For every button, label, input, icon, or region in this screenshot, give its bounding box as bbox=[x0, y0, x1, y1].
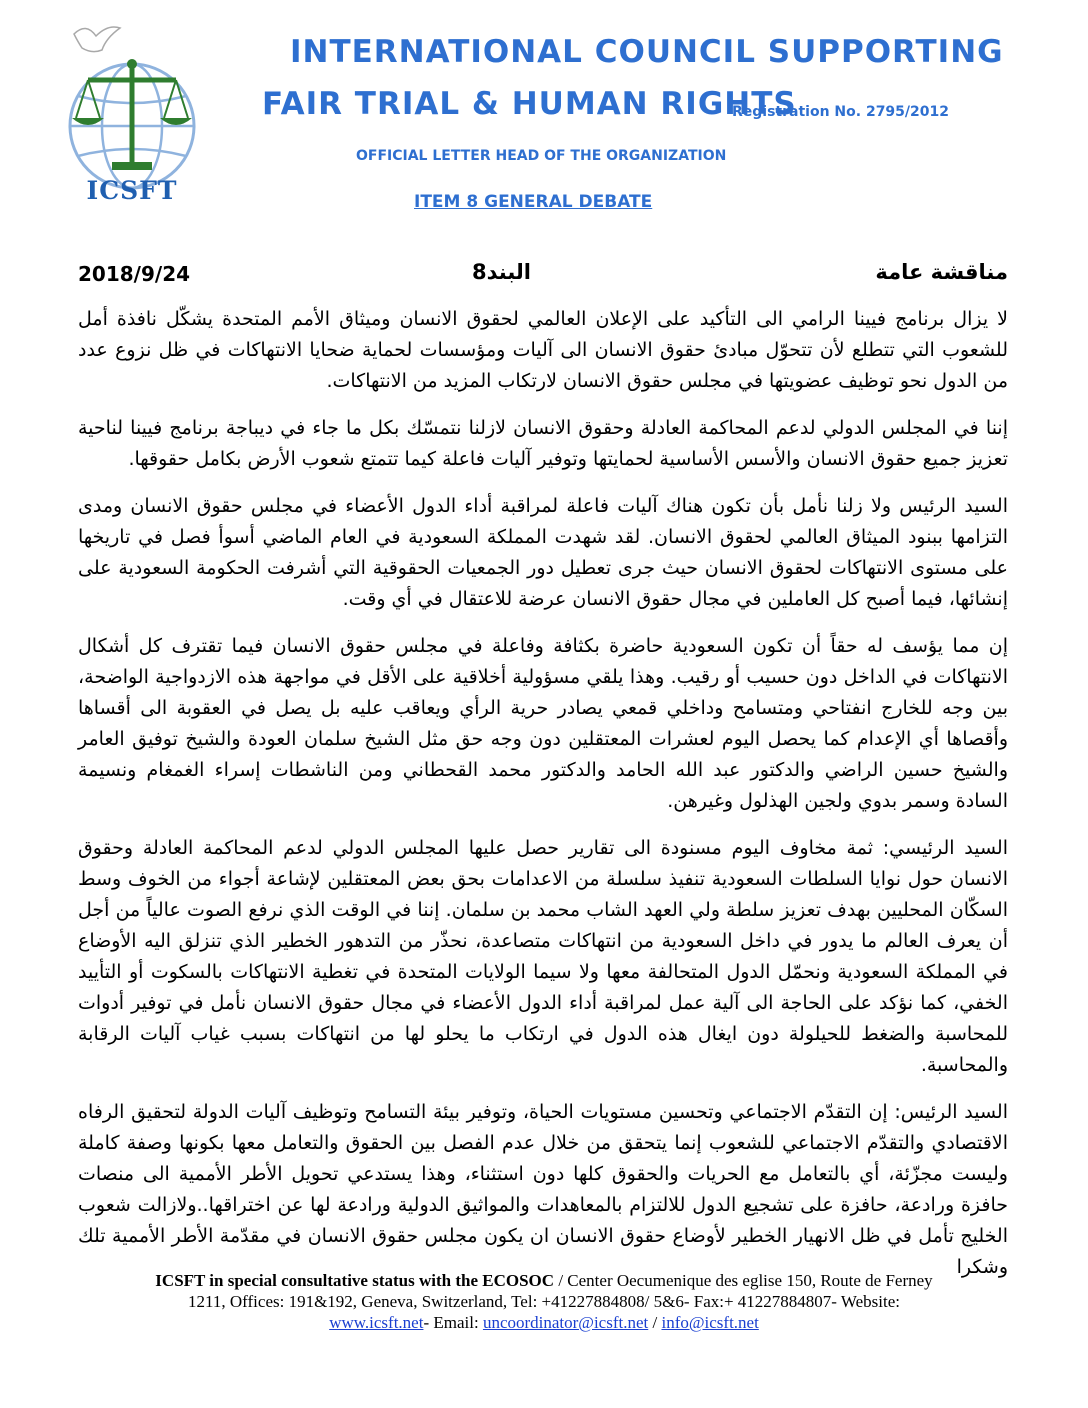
email-link-coordinator[interactable]: uncoordinator@icsft.net bbox=[482, 1313, 649, 1332]
email-label: - Email: bbox=[423, 1313, 483, 1332]
organization-name-line2: FAIR TRIAL & HUMAN RIGHTS bbox=[262, 86, 797, 122]
footer-line2: 1211, Offices: 191&192, Geneva, Switzerland, Tel: +41227884808/ 5&6- Fax:+ 41227884807- Website: bbox=[188, 1292, 900, 1311]
logo-text: ICSFT bbox=[86, 176, 178, 205]
organization-name-line1: INTERNATIONAL COUNCIL SUPPORTING bbox=[290, 34, 1004, 70]
letter-body bbox=[78, 304, 1008, 1299]
letterhead-subtitle: OFFICIAL LETTER HEAD OF THE ORGANIZATION bbox=[356, 148, 727, 164]
item-heading: ITEM 8 GENERAL DEBATE bbox=[414, 192, 653, 212]
registration-number: Registration No. 2795/2012 bbox=[732, 104, 949, 120]
footer bbox=[40, 1270, 1048, 1333]
body-paragraph: إننا في المجلس الدولي لدعم المحاكمة العادلة وحقوق الانسان لازلنا نتمسّك بكل ما جاء في ديباجة برنامج فيينا لناحية تعزيز جميع حقوق الانسان والأسس الأساسية لحمايتها وتوفير آليات فاعلة كيما تتمتع شعوب الأرض بكامل حقوقها. bbox=[78, 417, 1008, 470]
body-paragraph: لا يزال برنامج فيينا الرامي الى التأكيد على الإعلان العالمي لحقوق الانسان وميثاق الأمم المتحدة يشكّل نافذة أمل للشعوب التي تتطلع لأن تتحوّل مبادئ حقوق الانسان الى آليات ومؤسسات لحماية ضحايا الانتهاكات في ظل نزوع عدد من الدول نحو توظيف عضويتها في مجلس حقوق الانسان لارتكاب المزيد من الانتهاكات. bbox=[78, 308, 1008, 392]
body-paragraph: إن مما يؤسف له حقاً أن تكون السعودية حاضرة بكثافة وفاعلة في مجلس حقوق الانسان فيما تقترف كل أشكال الانتهاكات في الداخل دون حسيب أو رقيب. وهذا يلقي مسؤولية أخلاقية على الأقل في مواجهة هذه الازدواجية الواضحة، بين وجه للخارج انفتاحي ومتسامح وداخلي قمعي يصادر حرية الرأي ويعاقب عليه بل يصل في العقوبة الى أقساها وأقصاها أي الإعدام كما يحصل اليوم لعشرات المعتقلين دون وجه حق مثل الشيخ سلمان العودة والشيخ توفيق العامر والشيخ حسين الراضي والدكتور عبد الله الحامد والدكتور محمد القحطاني ومن الناشطات إسراء الغمغام ونسيمة السادة وسمر بدوي ولجين الهذلول وغيرهن. bbox=[78, 635, 1008, 812]
website-link[interactable]: www.icsft.net bbox=[329, 1313, 424, 1332]
document-date: 2018/9/24 bbox=[78, 262, 191, 286]
body-paragraph: السيد الرئيس ولا زلنا نأمل بأن تكون هناك آليات فاعلة لمراقبة أداء الدول الأعضاء في مجلس حقوق الانسان ومدى التزامها ببنود الميثاق العالمي لحقوق الانسان. لقد شهدت المملكة السعودية في العام الماضي أسوأ فصل في تاريخها على مستوى الانتهاكات لحقوق الانسان حيث جرى تعطيل دور الجمعيات الحقوقية التي أشرفت الحكومة السعودية على إنشائها، فيما أصبح كل العاملين في مجال حقوق الانسان عرضة للاعتقال في أي وقت. bbox=[78, 495, 1008, 610]
body-paragraph: السيد الرئيس: إن التقدّم الاجتماعي وتحسين مستويات الحياة، وتوفير بيئة التسامح وتوظيف آليات الدولة لتحقيق الرفاه الاقتصادي والتقدّم الاجتماعي للشعوب إنما يتحقق من خلال عدم الفصل بين الحقوق والتعامل معها بكونها وصفة كاملة وليست مجزّئة، أي بالتعامل مع الحريات والحقوق كلها دون استثناء، وهذا يستدعي تحويل الأطر الأممية الى منصات حافزة ورادعة، حافزة على تشجيع الدول للالتزام بالمعاهدات والمواثيق الدولية ورادعة لها عن اختراقها..ولازالت شعوب الخليج تأمل في ظل الانهيار الخطير لأوضاع حقوق الانسان ان يكون مجلس حقوق الانسان في مقدّمة الأطر الأممية تلك وشكرا bbox=[78, 1101, 1008, 1278]
debate-title-arabic: مناقشة عامة bbox=[875, 260, 1008, 284]
email-link-info[interactable]: info@icsft.net bbox=[661, 1313, 759, 1332]
body-paragraph: السيد الرئيسي: ثمة مخاوف اليوم مسنودة الى تقارير حصل عليها المجلس الدولي لدعم المحاكمة العادلة وحقوق الانسان حول نوايا السلطات السعودية تنفيذ سلسلة من الاعدامات بحق بعض المعتقلين لإشاعة أجواء من الخوف وسط السكّان المحليين بهدف تعزيز سلطة ولي العهد الشاب محمد بن سلمان. إننا في الوقت الذي نرفع الصوت عالياً من أجل أن يعرف العالم ما يدور في داخل السعودية من انتهاكات متصاعدة، نحذّر من التدهور الخطير الذي تنزلق اليه الأوضاع في المملكة السعودية ونحمّل الدول المتحالفة معها ولا سيما الولايات المتحدة في تغطية الانتهاكات بالسكوت أو التأييد الخفي، كما نؤكد على الحاجة الى آلية عمل لمراقبة أداء الدول الأعضاء في مجال حقوق الانسان نأمل في توفير أدوات للمحاسبة والضغط للحيلولة دون ايغال هذه الدول في ارتكاب ما يحلو لها من انتهاكات بسبب غياب آليات الرقابة والمحاسبة. bbox=[78, 837, 1008, 1076]
email-separator: / bbox=[648, 1313, 662, 1332]
item-label-arabic: البند8 bbox=[472, 260, 531, 284]
consultative-status: ICSFT in special consultative status with the ECOSOC bbox=[155, 1271, 555, 1290]
footer-line1 bbox=[40, 1270, 1048, 1291]
footer-line3 bbox=[40, 1312, 1048, 1333]
footer-address: / Center Oecumenique des eglise 150, Route de Ferney bbox=[554, 1271, 933, 1290]
